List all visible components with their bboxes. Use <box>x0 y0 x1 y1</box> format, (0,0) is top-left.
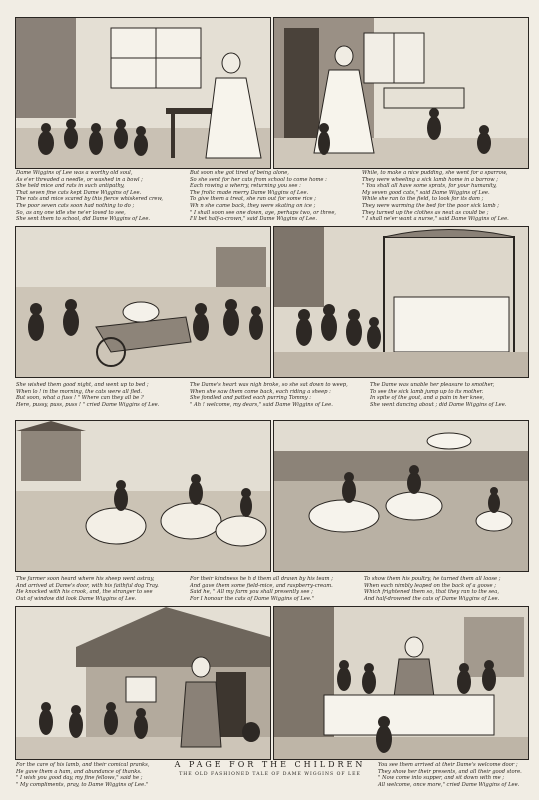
verse-8: For their kindness he h d them all drawn by his team ; And gave them some field-mice, and raspberry-cream. Said he, " All my farm you shall presently see ; For I honour the cats of Dame Wiggins of Lee." <box>190 576 333 602</box>
illustration-cats-with-barrow <box>15 226 271 378</box>
verse-4: She wished them good night, and went up to bed ; When lo ! in the morning, the cats were all fled. But soon, what a fuss ! " Where can they all be ? Here, pussy, puss, puss ! " cried Dame Wiggins of Lee. <box>16 382 160 408</box>
page-title: A PAGE FOR THE CHILDREN <box>174 760 366 769</box>
verse-1: Dame Wiggins of Lee was a worthy old soul, As e'er threaded a needle, or washed in a bowl ; She held mice and rats in such antipathy, That seven fine cats kept Dame Wiggins of Lee. The rats and mice scared by this fierce whiskered crew, The poor seven cats soon had nothing to do ; So, as any one idle she ne'er loved to see, She sent them to school, did Dame Wiggins of Lee. <box>16 170 163 223</box>
illustration-farmer-at-cottage <box>15 606 271 760</box>
illustration-cats-riding-sheep <box>15 420 271 572</box>
illustration-dame-with-broom <box>273 17 529 169</box>
verse-2: But soon she got tired of being alone, So she sent for her cats from school to come home : Each rowing a wherry, returning you see : The frolic made merry Dame Wiggins of Lee. To give them a treat, she ran out for some rice ; Wh n she came back, they were skating on ice ; " I shall soon see one down, aye, perhaps two, or three, I'll bet half-a-crown," said Dame Wiggins of Lee. <box>190 170 337 223</box>
illustration-dame-at-supper <box>273 606 529 760</box>
page-subtitle: THE OLD FASHIONED TALE OF DAME WIGGINS OF LEE <box>179 772 361 777</box>
verse-5: The Dame's heart was nigh broke, so she sat down to weep, When she saw them come back, each riding a sheep : She fondled and patted each purring Tommy : " Ah ! welcome, my dears," said Dame Wiggins of Lee. <box>190 382 348 408</box>
verse-6: The Dame was unable her pleasure to smother, To see the sick lamb jump up to its mother. In spite of the gout, and a pain in her knee, She went dancing about ; did Dame Wiggins of Lee. <box>370 382 507 408</box>
illustration-dame-at-table <box>15 17 271 169</box>
verse-3: While, to make a nice pudding, she went for a sparrow, They were wheeling a sick lamb home in a barrow ; " You shall all have some sprats, for your humanity, My seven good cats," said Dame Wiggins of Lee. While she ran to the field, to look for its dam ; They were warming the bed for the poor sick lamb ; They turned up the clothes as neat as could be ; " I shall ne'er want a nurse," said Dame Wiggins of Lee. <box>362 170 509 223</box>
verse-11: You see them arrived at their Dame's welcome door ; They show her their presents, and all their good store. " Now come into supper, and sit down with me ; All welcome, once more," cried Dame Wiggins of Lee. <box>378 762 522 788</box>
verse-7: The farmer soon heard where his sheep went astray, And arrived at Dame's door, with his faithful dog Tray. He knocked with his crook, and, the stranger to see Out of window did look Dame Wiggins of Lee. <box>16 576 159 602</box>
verse-9: To show them his poultry, he turned them all loose ; When each nimbly leaped on the back of a goose ; Which frightened them so, that they ran to the sea, And half-drowned the cats of Dame Wiggins of Lee. <box>364 576 501 602</box>
illustration-cats-warming-bed <box>273 226 529 378</box>
illustration-cats-on-geese <box>273 420 529 572</box>
verse-10: For the care of his lamb, and their comical pranks, He gave them a ham, and abundance of thanks. " I wish you good day, my fine fellows," said he ; " My compliments, pray, to Dame Wiggins of Lee." <box>16 762 150 788</box>
